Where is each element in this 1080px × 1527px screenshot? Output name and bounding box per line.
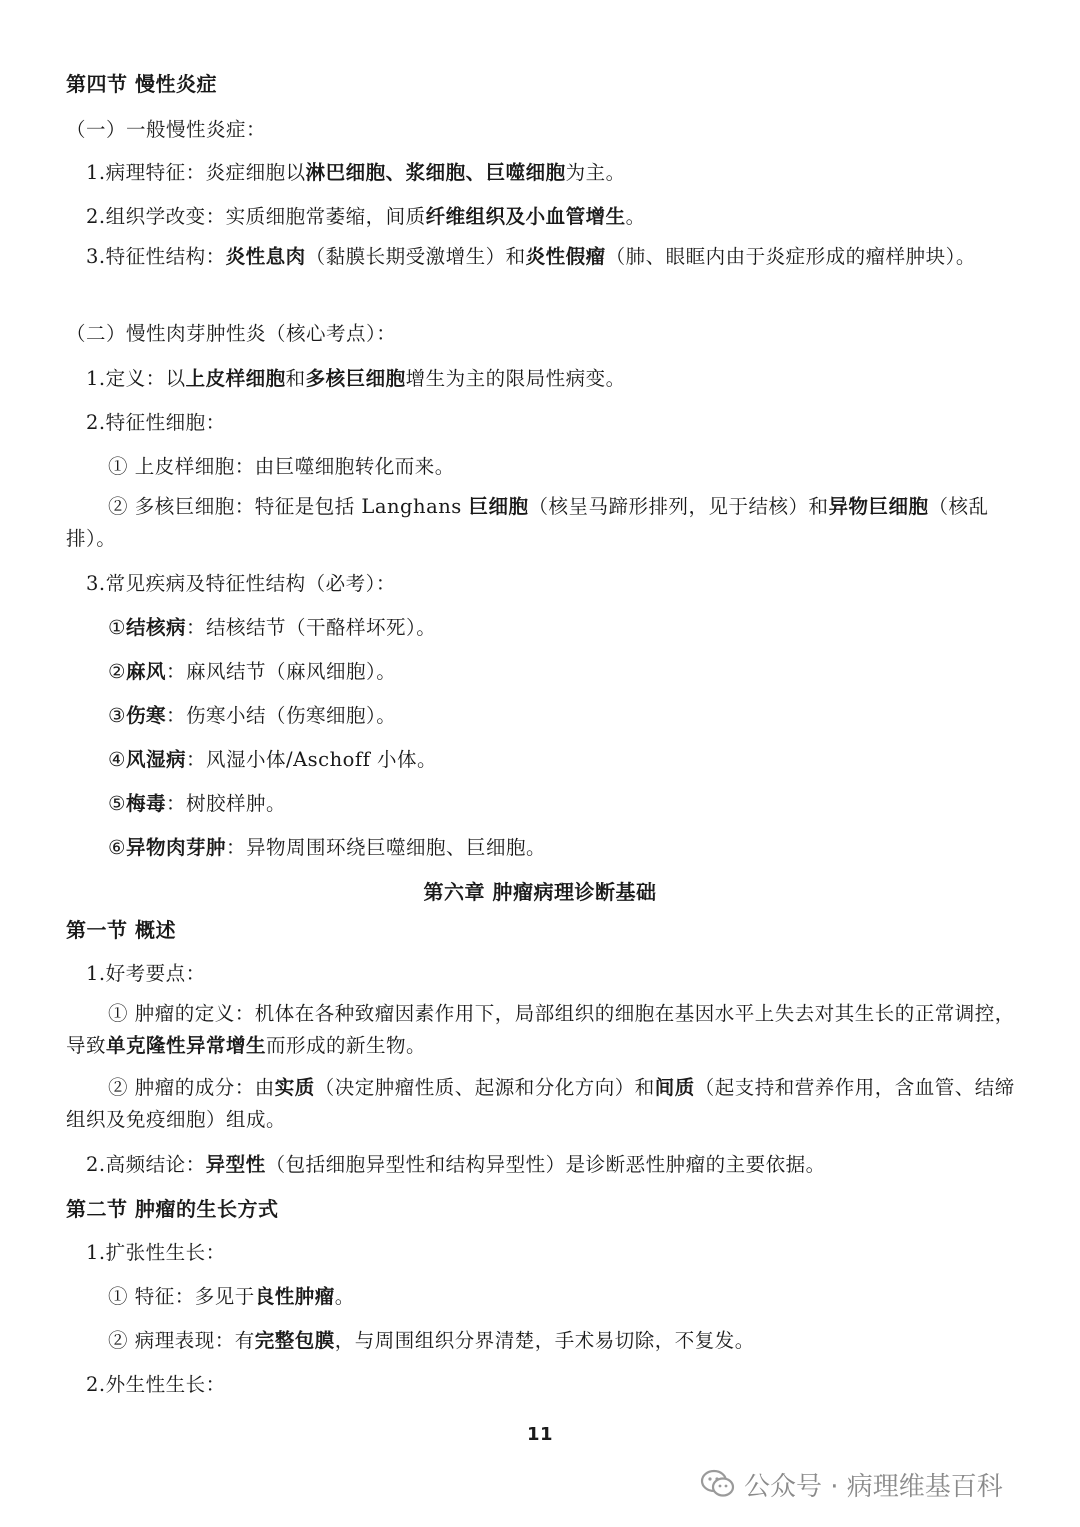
disease-item: ⑥异物肉芽肿：异物周围环绕巨噬细胞、巨细胞。	[108, 836, 547, 859]
watermark-text: 公众号 · 病理维基百科	[744, 1471, 1003, 1502]
list-item: ① 肿瘤的定义：机体在各种致瘤因素作用下，局部组织的细胞在基因水平上失去对其生长的正常调控，导致单克隆性异常增生而形成的新生物。	[66, 1002, 1015, 1057]
list-item: 1.病理特征：炎症细胞以淋巴细胞、浆细胞、巨噬细胞为主。	[86, 161, 626, 184]
wechat-icon	[700, 1468, 736, 1500]
subsection-heading: （二）慢性肉芽肿性炎（核心考点）：	[66, 322, 397, 345]
list-item: ② 病理表现：有完整包膜，与周围组织分界清楚，手术易切除，不复发。	[108, 1329, 755, 1352]
disease-item: ①结核病：结核结节（干酪样坏死）。	[108, 616, 437, 639]
list-item: 2.外生性生长：	[86, 1373, 226, 1396]
list-item: ② 多核巨细胞：特征是包括 Langhans 巨细胞（核呈马蹄形排列，见于结核）和异物巨细胞（核乱排）。	[66, 495, 989, 550]
disease-item: ④风湿病：风湿小体/Aschoff 小体。	[108, 748, 438, 771]
subsection-heading: （一）一般慢性炎症：	[66, 118, 267, 141]
section-heading: 第一节 概述	[66, 918, 176, 942]
list-item: 3.特征性结构：炎性息肉（黏膜长期受激增生）和炎性假瘤（肺、眼眶内由于炎症形成的瘤样肿块）。	[86, 245, 976, 268]
list-item: 3.常见疾病及特征性结构（必考）：	[86, 572, 396, 595]
section-heading: 第二节 肿瘤的生长方式	[66, 1197, 279, 1221]
disease-item: ②麻风：麻风结节（麻风细胞）。	[108, 660, 397, 683]
watermark	[700, 1462, 1003, 1506]
list-item: 2.组织学改变：实质细胞常萎缩，间质纤维组织及小血管增生。	[86, 205, 646, 228]
page-number: 11	[526, 1424, 554, 1445]
list-item: 2.特征性细胞：	[86, 411, 226, 434]
disease-item: ⑤梅毒：树胶样肿。	[108, 792, 287, 815]
list-item: ① 上皮样细胞：由巨噬细胞转化而来。	[108, 455, 455, 478]
list-item: 1.扩张性生长：	[86, 1241, 226, 1264]
list-item: 1.定义：以上皮样细胞和多核巨细胞增生为主的限局性病变。	[86, 367, 626, 390]
section-heading: 第四节 慢性炎症	[66, 72, 217, 96]
list-item: 2.高频结论：异型性（包括细胞异型性和结构异型性）是诊断恶性肿瘤的主要依据。	[86, 1153, 826, 1176]
list-item: ② 肿瘤的成分：由实质（决定肿瘤性质、起源和分化方向）和间质（起支持和营养作用，含血管、结缔组织及免疫细胞）组成。	[66, 1076, 1015, 1131]
chapter-title: 第六章 肿瘤病理诊断基础	[423, 880, 657, 904]
disease-item: ③伤寒：伤寒小结（伤寒细胞）。	[108, 704, 397, 727]
list-item: ① 特征：多见于良性肿瘤。	[108, 1285, 355, 1308]
list-item: 1.好考要点：	[86, 962, 206, 985]
